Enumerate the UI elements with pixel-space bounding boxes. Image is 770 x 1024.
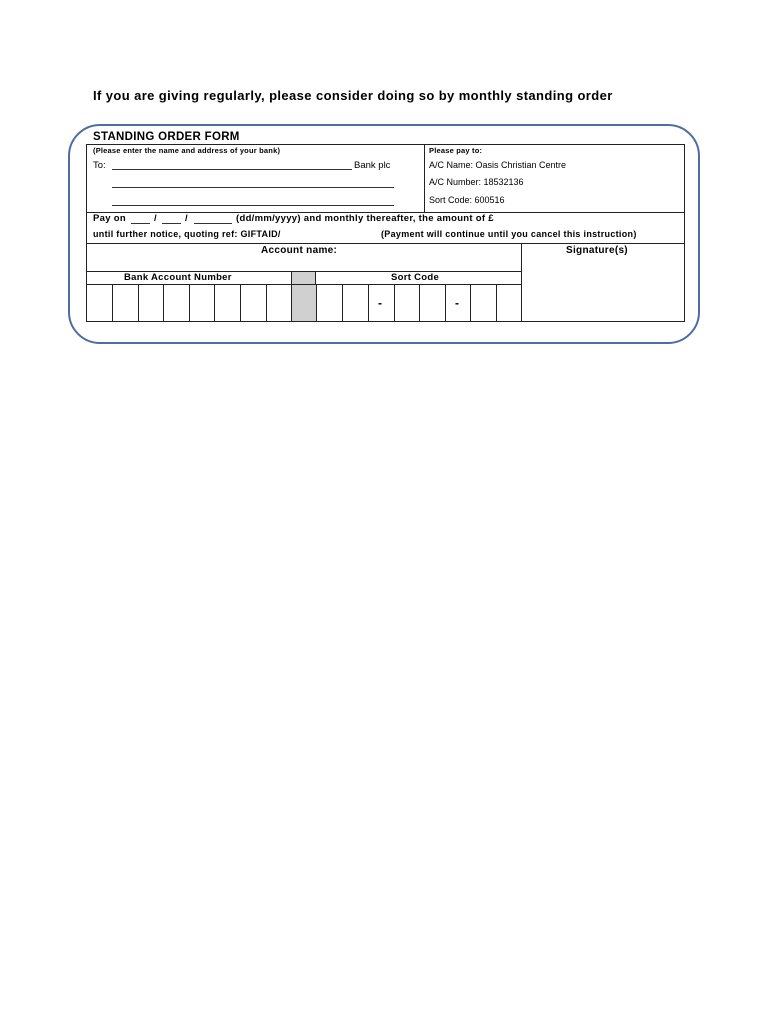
bank-suffix: Bank plc bbox=[354, 160, 391, 171]
account-digit-7[interactable] bbox=[240, 285, 266, 321]
sort-digit-6[interactable] bbox=[496, 285, 522, 321]
continue-note: (Payment will continue until you cancel this instruction) bbox=[381, 229, 637, 239]
sort-dash-1: - bbox=[378, 296, 382, 310]
sort-digit-1[interactable] bbox=[316, 285, 342, 321]
date-slash-2: / bbox=[185, 213, 188, 224]
bank-address-line-2[interactable] bbox=[112, 205, 394, 206]
sort-dash-2: - bbox=[455, 296, 459, 310]
sort-digit-5[interactable] bbox=[470, 285, 496, 321]
divider-vertical-top bbox=[424, 144, 425, 212]
bank-hint: (Please enter the name and address of your bank) bbox=[93, 146, 281, 155]
divider-horizontal-2 bbox=[86, 243, 685, 244]
bank-name-field[interactable] bbox=[112, 169, 352, 170]
account-digit-5[interactable] bbox=[189, 285, 214, 321]
sort-digit-4[interactable] bbox=[419, 285, 445, 321]
signature-label: Signature(s) bbox=[566, 245, 628, 256]
payee-sort-code: Sort Code: 600516 bbox=[429, 195, 505, 205]
pay-on-label: Pay on bbox=[93, 213, 126, 224]
account-name-label: Account name: bbox=[261, 245, 338, 256]
account-digit-6[interactable] bbox=[214, 285, 240, 321]
separator-cell bbox=[291, 285, 316, 321]
date-slash-1: / bbox=[154, 213, 157, 224]
bank-account-number-label: Bank Account Number bbox=[124, 272, 232, 283]
sort-code-label: Sort Code bbox=[391, 272, 440, 283]
payee-account-number: A/C Number: 18532136 bbox=[429, 177, 524, 187]
account-digit-8[interactable] bbox=[266, 285, 291, 321]
account-digit-2[interactable] bbox=[112, 285, 138, 321]
account-digit-4[interactable] bbox=[163, 285, 189, 321]
pay-day-field[interactable] bbox=[131, 223, 150, 224]
page-heading: If you are giving regularly, please consider doing so by monthly standing order bbox=[93, 88, 613, 103]
payee-account-name: A/C Name: Oasis Christian Centre bbox=[429, 160, 567, 170]
pay-on-format: (dd/mm/yyyy) and monthly thereafter, the amount of £ bbox=[236, 213, 494, 224]
gift-aid-notice: until further notice, quoting ref: GIFTAID/ bbox=[93, 229, 281, 239]
signature-field[interactable] bbox=[522, 258, 684, 321]
account-digit-1[interactable] bbox=[86, 285, 112, 321]
sort-digit-3[interactable] bbox=[394, 285, 419, 321]
sort-digit-2[interactable] bbox=[342, 285, 368, 321]
pay-to-label: Please pay to: bbox=[429, 146, 483, 155]
bank-address-line-1[interactable] bbox=[112, 187, 394, 188]
form-title: STANDING ORDER FORM bbox=[93, 131, 240, 143]
account-digit-3[interactable] bbox=[138, 285, 163, 321]
pay-year-field[interactable] bbox=[194, 223, 232, 224]
separator-header bbox=[291, 272, 316, 284]
to-label: To: bbox=[93, 160, 106, 171]
pay-month-field[interactable] bbox=[162, 223, 181, 224]
